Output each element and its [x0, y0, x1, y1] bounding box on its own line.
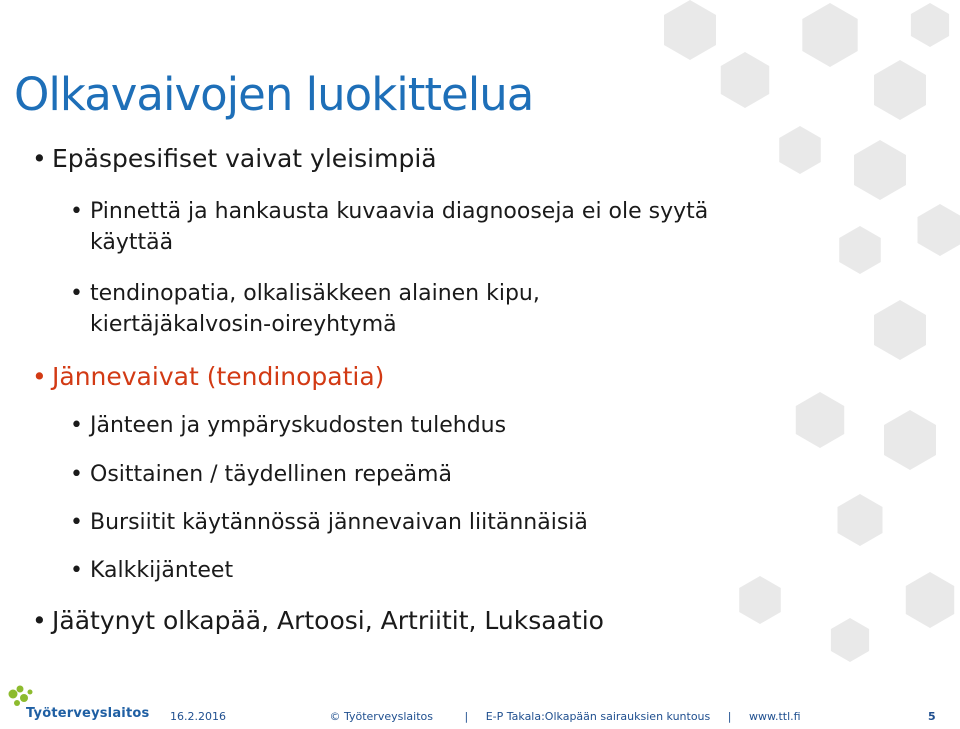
sub-bullet-item — [70, 459, 452, 490]
sub-bullet-item — [70, 555, 233, 586]
background-hexagon — [779, 126, 821, 174]
background-hexagon — [664, 0, 716, 60]
bullet-text-block — [90, 278, 540, 340]
bullet-item-emphasis — [32, 361, 384, 392]
footer-copyright: © Työterveyslaitos — [329, 710, 433, 723]
footer-website: www.ttl.fi — [748, 710, 801, 723]
bullet-dot: • — [70, 281, 83, 306]
bullet-dot: • — [32, 144, 47, 173]
bullet-dot: • — [32, 606, 47, 635]
logo-text: Työterveyslaitos — [26, 706, 150, 721]
background-hexagon — [911, 3, 949, 47]
bullet-dot: • — [70, 199, 83, 224]
bullet-text: Jänteen ja ympäryskudosten tulehdus — [90, 413, 507, 438]
background-hexagon — [739, 576, 781, 624]
bullet-text-line: käyttää — [90, 230, 174, 255]
bullet-text-line: Pinnettä ja hankausta kuvaavia diagnooseja ei ole syytä — [90, 199, 709, 224]
bullet-text: Jäätynyt olkapää, Artoosi, Artriitit, Luksaatio — [52, 606, 604, 635]
footer-separator: | — [727, 710, 732, 723]
background-hexagon — [906, 572, 954, 628]
bullet-dot: • — [70, 462, 83, 487]
background-hexagon — [839, 226, 881, 274]
sub-bullet-item — [70, 410, 506, 441]
bullet-text: Jännevaivat (tendinopatia) — [52, 362, 385, 391]
bullet-text-line: tendinopatia, olkalisäkkeen alainen kipu, — [90, 281, 540, 306]
sub-bullet-item — [70, 196, 708, 258]
bullet-text: Epäspesifiset vaivat yleisimpiä — [52, 144, 437, 173]
sub-bullet-item — [70, 507, 588, 538]
bullet-dot: • — [70, 413, 83, 438]
bullet-text: Bursiitit käytännössä jännevaivan liitännäisiä — [90, 510, 588, 535]
bullet-text-block — [90, 196, 708, 258]
background-hexagon — [854, 140, 906, 200]
slide-footer — [0, 680, 960, 729]
background-hexagon — [796, 392, 844, 448]
bullet-dot: • — [70, 510, 83, 535]
footer-info — [170, 710, 801, 723]
slide-title: Olkavaivojen luokittelua — [14, 68, 534, 121]
bullet-text: Kalkkijänteet — [90, 558, 234, 583]
background-hexagon — [884, 410, 936, 470]
sub-bullet-item — [70, 278, 540, 340]
bullet-dot: • — [32, 362, 47, 391]
background-hexagon — [802, 3, 857, 67]
bullet-item — [32, 143, 437, 174]
footer-date: 16.2.2016 — [170, 710, 226, 723]
bullet-item — [32, 605, 604, 636]
background-hexagon — [874, 60, 926, 120]
background-hexagon — [831, 618, 869, 662]
bullet-text: Osittainen / täydellinen repeämä — [90, 462, 452, 487]
bullet-text-line: kiertäjäkalvosin-oireyhtymä — [90, 312, 397, 337]
footer-separator: | — [464, 710, 469, 723]
background-hexagon — [874, 300, 926, 360]
background-hexagon — [838, 494, 883, 546]
page-number: 5 — [928, 710, 936, 723]
background-hexagon — [918, 204, 960, 256]
bullet-dot: • — [70, 558, 83, 583]
background-hexagon — [721, 52, 769, 108]
footer-author-title: E-P Takala:Olkapään sairauksien kuntous — [485, 710, 711, 723]
